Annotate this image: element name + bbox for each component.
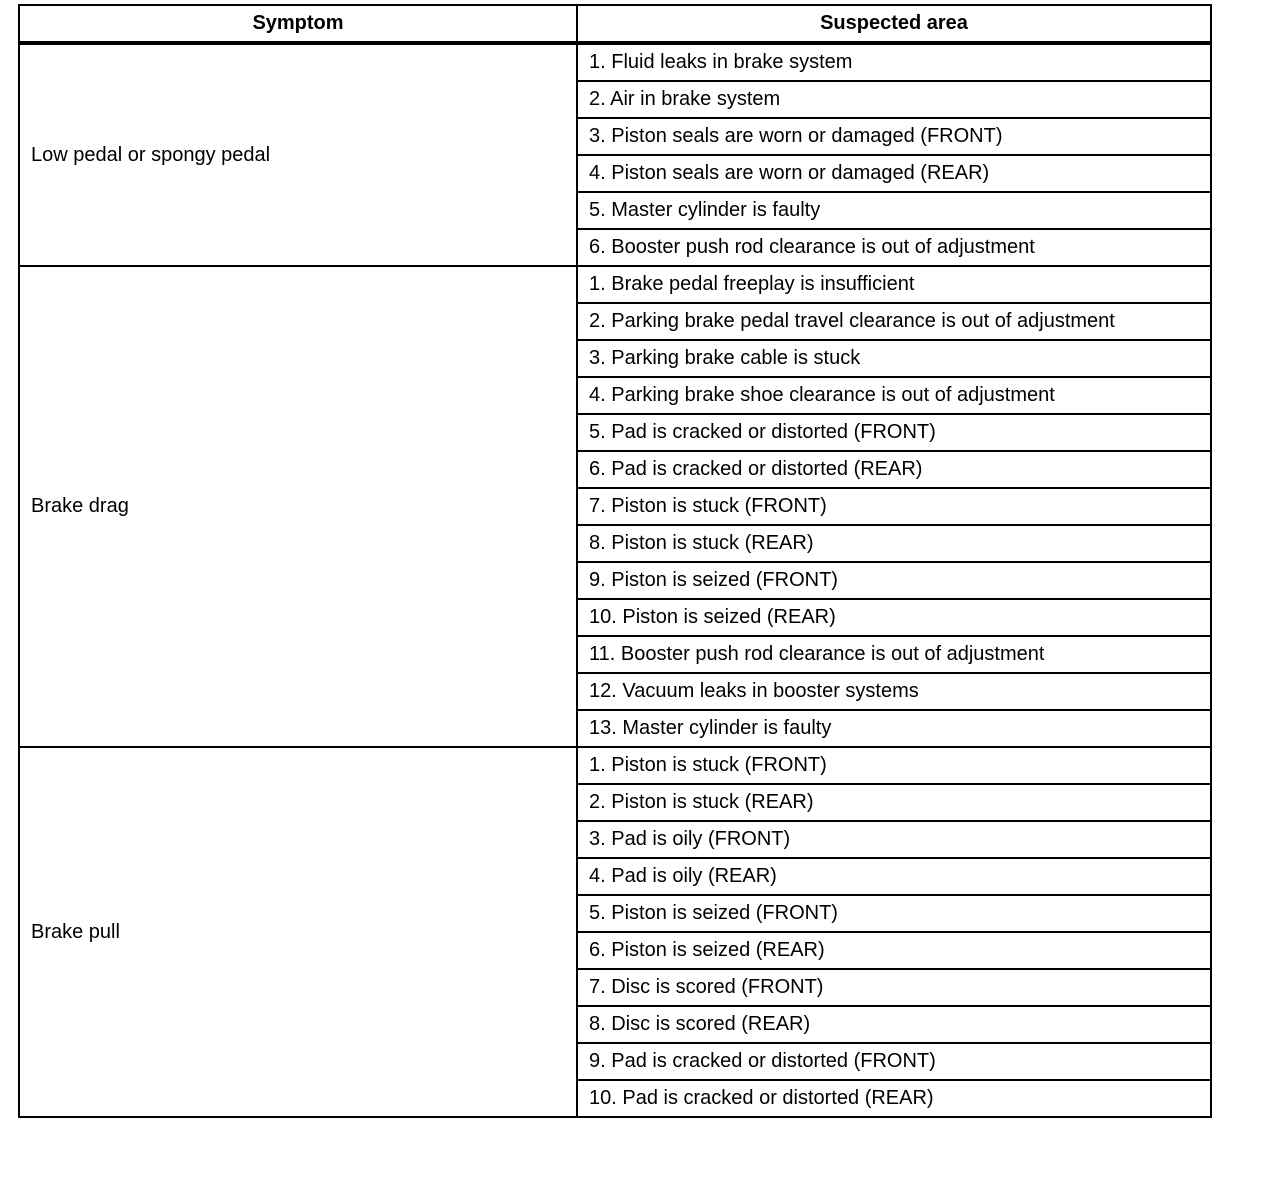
suspected-area-cell: 6. Pad is cracked or distorted (REAR): [577, 451, 1211, 488]
suspected-area-cell: 1. Brake pedal freeplay is insufficient: [577, 266, 1211, 303]
table-header: [19, 5, 1211, 43]
suspected-area-cell: 8. Disc is scored (REAR): [577, 1006, 1211, 1043]
suspected-area-cell: 5. Pad is cracked or distorted (FRONT): [577, 414, 1211, 451]
suspected-area-cell: 7. Piston is stuck (FRONT): [577, 488, 1211, 525]
suspected-area-cell: 10. Pad is cracked or distorted (REAR): [577, 1080, 1211, 1117]
suspected-area-cell: 12. Vacuum leaks in booster systems: [577, 673, 1211, 710]
column-header-symptom: Symptom: [19, 5, 577, 43]
suspected-area-cell: 2. Piston is stuck (REAR): [577, 784, 1211, 821]
table-body: [19, 43, 1211, 1117]
symptom-cell: Brake drag: [19, 266, 577, 747]
suspected-area-cell: 4. Piston seals are worn or damaged (REAR): [577, 155, 1211, 192]
suspected-area-cell: 10. Piston is seized (REAR): [577, 599, 1211, 636]
column-header-suspected-area: Suspected area: [577, 5, 1211, 43]
symptom-cell: Low pedal or spongy pedal: [19, 43, 577, 266]
suspected-area-cell: 2. Parking brake pedal travel clearance is out of adjustment: [577, 303, 1211, 340]
suspected-area-cell: 3. Parking brake cable is stuck: [577, 340, 1211, 377]
troubleshooting-table: [18, 4, 1212, 1118]
suspected-area-cell: 1. Fluid leaks in brake system: [577, 43, 1211, 81]
suspected-area-cell: 4. Pad is oily (REAR): [577, 858, 1211, 895]
suspected-area-cell: 3. Pad is oily (FRONT): [577, 821, 1211, 858]
suspected-area-cell: 1. Piston is stuck (FRONT): [577, 747, 1211, 784]
symptom-cell: Brake pull: [19, 747, 577, 1117]
suspected-area-cell: 2. Air in brake system: [577, 81, 1211, 118]
suspected-area-cell: 13. Master cylinder is faulty: [577, 710, 1211, 747]
suspected-area-cell: 7. Disc is scored (FRONT): [577, 969, 1211, 1006]
suspected-area-cell: 5. Master cylinder is faulty: [577, 192, 1211, 229]
table-row: [19, 266, 1211, 303]
header-row: [19, 5, 1211, 43]
suspected-area-cell: 6. Piston is seized (REAR): [577, 932, 1211, 969]
table-row: [19, 43, 1211, 81]
suspected-area-cell: 8. Piston is stuck (REAR): [577, 525, 1211, 562]
suspected-area-cell: 9. Pad is cracked or distorted (FRONT): [577, 1043, 1211, 1080]
suspected-area-cell: 4. Parking brake shoe clearance is out of adjustment: [577, 377, 1211, 414]
table-row: [19, 747, 1211, 784]
suspected-area-cell: 11. Booster push rod clearance is out of adjustment: [577, 636, 1211, 673]
suspected-area-cell: 5. Piston is seized (FRONT): [577, 895, 1211, 932]
suspected-area-cell: 3. Piston seals are worn or damaged (FRONT): [577, 118, 1211, 155]
suspected-area-cell: 6. Booster push rod clearance is out of adjustment: [577, 229, 1211, 266]
suspected-area-cell: 9. Piston is seized (FRONT): [577, 562, 1211, 599]
